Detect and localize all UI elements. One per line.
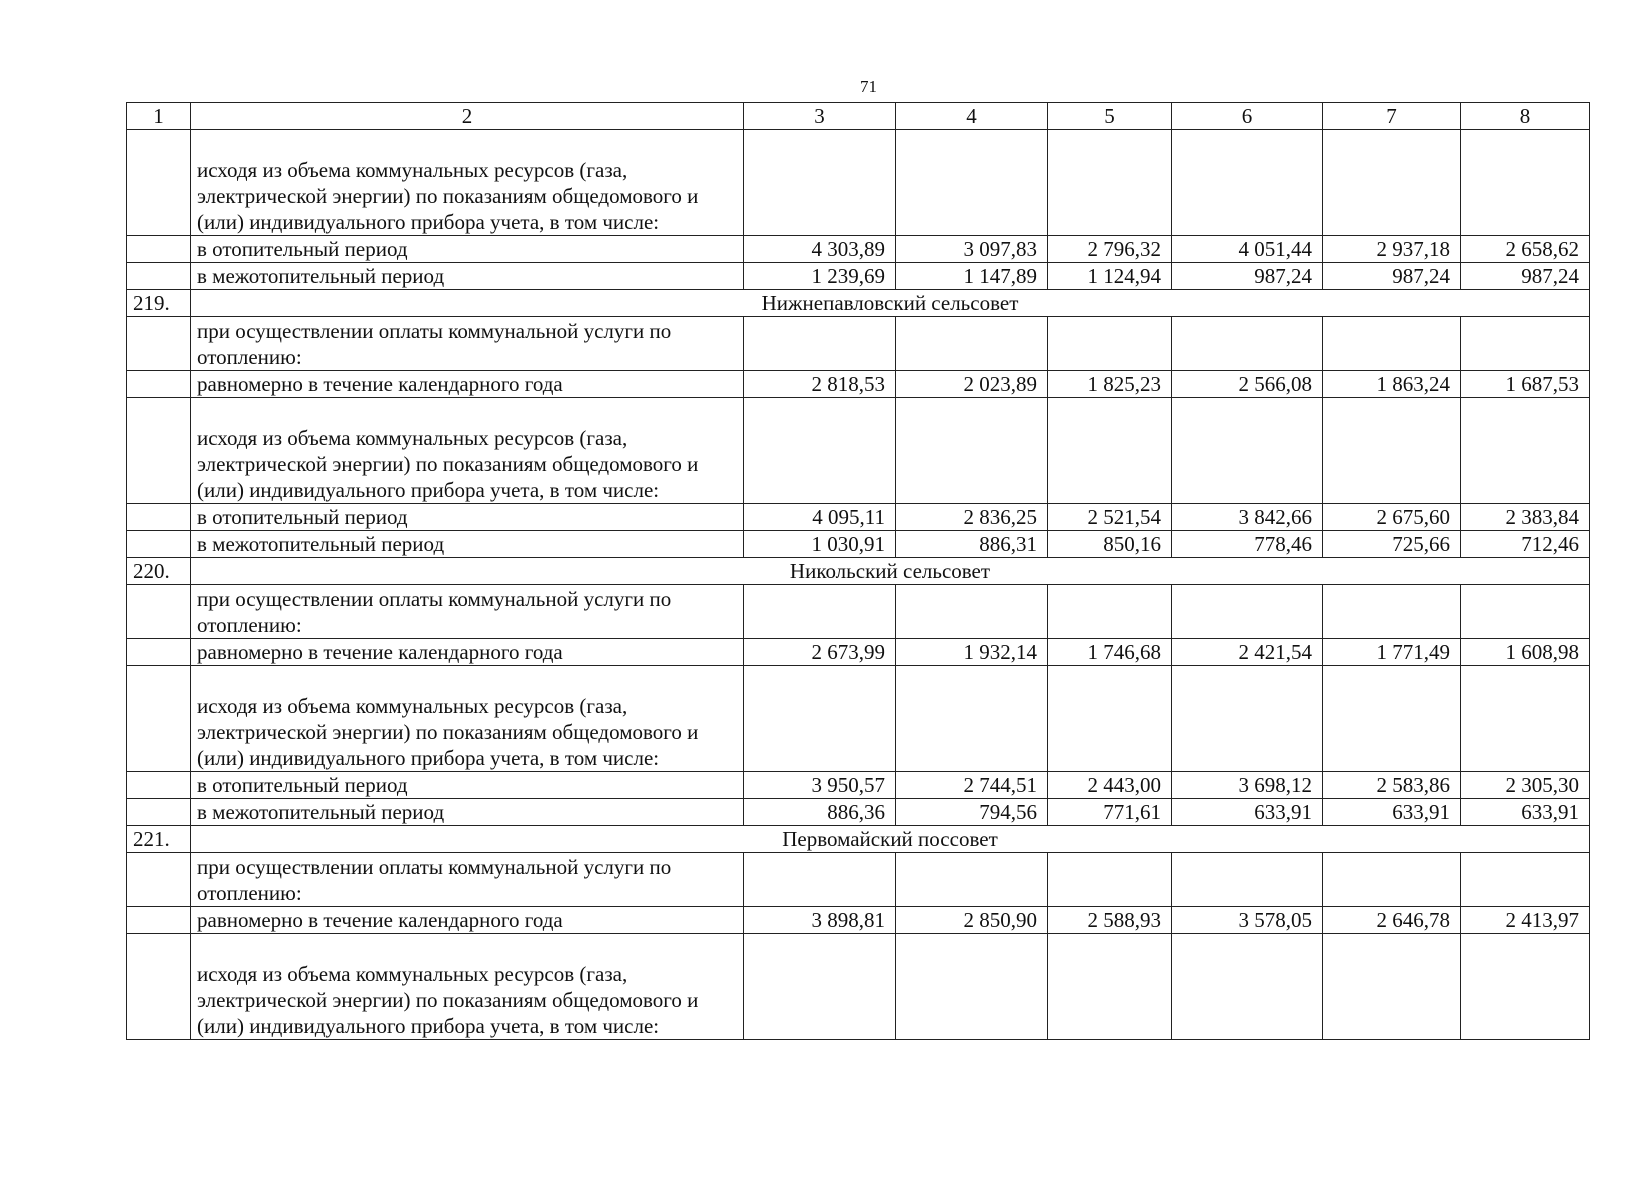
header-cell: 3: [744, 103, 896, 130]
row-number: [127, 398, 191, 504]
value-cell: 1 147,89: [896, 263, 1048, 290]
table-row: [127, 799, 1590, 826]
table-body: [127, 130, 1590, 1040]
section-name: Никольский сельсовет: [191, 558, 1590, 585]
value-cell: [1461, 398, 1590, 504]
row-label: в межотопительный период: [191, 799, 744, 826]
value-cell: [1172, 666, 1323, 772]
value-cell: [1461, 317, 1590, 371]
table-row: [127, 907, 1590, 934]
value-cell: 2 937,18: [1323, 236, 1461, 263]
table-row: [127, 317, 1590, 371]
value-cell: 850,16: [1048, 531, 1172, 558]
value-cell: 1 771,49: [1323, 639, 1461, 666]
value-cell: [1323, 585, 1461, 639]
value-cell: 4 303,89: [744, 236, 896, 263]
value-cell: [744, 585, 896, 639]
table-row: [127, 934, 1590, 1040]
value-cell: 3 578,05: [1172, 907, 1323, 934]
table-row: [127, 639, 1590, 666]
table-row: [127, 263, 1590, 290]
row-number: [127, 799, 191, 826]
row-label: равномерно в течение календарного года: [191, 371, 744, 398]
value-cell: 2 796,32: [1048, 236, 1172, 263]
value-cell: [896, 317, 1048, 371]
row-number: [127, 263, 191, 290]
value-cell: [896, 934, 1048, 1040]
section-name: Первомайский поссовет: [191, 826, 1590, 853]
table-row: [127, 130, 1590, 236]
value-cell: 2 850,90: [896, 907, 1048, 934]
row-label: в межотопительный период: [191, 263, 744, 290]
row-label: исходя из объема коммунальных ресурсов (газа, электрической энергии) по показаниям общедомового и (или) индивидуального прибора учета, в том числе:: [191, 934, 744, 1040]
value-cell: 4 051,44: [1172, 236, 1323, 263]
tariff-table: [126, 102, 1590, 1040]
value-cell: [1323, 130, 1461, 236]
value-cell: 1 863,24: [1323, 371, 1461, 398]
row-label: в межотопительный период: [191, 531, 744, 558]
value-cell: 2 566,08: [1172, 371, 1323, 398]
value-cell: 1 124,94: [1048, 263, 1172, 290]
value-cell: 712,46: [1461, 531, 1590, 558]
value-cell: [744, 317, 896, 371]
header-cell: 6: [1172, 103, 1323, 130]
value-cell: [1461, 666, 1590, 772]
row-label: исходя из объема коммунальных ресурсов (газа, электрической энергии) по показаниям общедомового и (или) индивидуального прибора учета, в том числе:: [191, 130, 744, 236]
row-number: [127, 371, 191, 398]
page-number: 71: [860, 77, 877, 96]
section-name: Нижнепавловский сельсовет: [191, 290, 1590, 317]
section-number: 219.: [127, 290, 191, 317]
section-number: 221.: [127, 826, 191, 853]
value-cell: [1323, 317, 1461, 371]
value-cell: 2 583,86: [1323, 772, 1461, 799]
header-cell: 4: [896, 103, 1048, 130]
value-cell: 2 383,84: [1461, 504, 1590, 531]
value-cell: 987,24: [1461, 263, 1590, 290]
row-label: в отопительный период: [191, 236, 744, 263]
table-row: [127, 853, 1590, 907]
value-cell: 633,91: [1323, 799, 1461, 826]
table-row: [127, 398, 1590, 504]
row-number: [127, 317, 191, 371]
row-number: [127, 772, 191, 799]
value-cell: 3 842,66: [1172, 504, 1323, 531]
value-cell: 778,46: [1172, 531, 1323, 558]
row-number: [127, 934, 191, 1040]
value-cell: [1048, 934, 1172, 1040]
value-cell: 2 818,53: [744, 371, 896, 398]
value-cell: 2 023,89: [896, 371, 1048, 398]
value-cell: 2 443,00: [1048, 772, 1172, 799]
row-number: [127, 130, 191, 236]
header-cell: 8: [1461, 103, 1590, 130]
value-cell: [1461, 853, 1590, 907]
value-cell: 1 030,91: [744, 531, 896, 558]
row-label: равномерно в течение календарного года: [191, 907, 744, 934]
value-cell: 2 588,93: [1048, 907, 1172, 934]
value-cell: 886,36: [744, 799, 896, 826]
value-cell: 3 097,83: [896, 236, 1048, 263]
value-cell: 1 932,14: [896, 639, 1048, 666]
row-number: [127, 639, 191, 666]
value-cell: 1 825,23: [1048, 371, 1172, 398]
value-cell: [744, 934, 896, 1040]
value-cell: [1048, 317, 1172, 371]
value-cell: 794,56: [896, 799, 1048, 826]
value-cell: [1172, 130, 1323, 236]
row-number: [127, 853, 191, 907]
value-cell: [1048, 853, 1172, 907]
value-cell: [1048, 666, 1172, 772]
value-cell: [1048, 585, 1172, 639]
value-cell: [1048, 130, 1172, 236]
section-row: [127, 290, 1590, 317]
section-row: [127, 558, 1590, 585]
value-cell: 2 413,97: [1461, 907, 1590, 934]
value-cell: [1172, 853, 1323, 907]
row-label: при осуществлении оплаты коммунальной услуги по отоплению:: [191, 853, 744, 907]
value-cell: 3 898,81: [744, 907, 896, 934]
value-cell: 987,24: [1172, 263, 1323, 290]
value-cell: 4 095,11: [744, 504, 896, 531]
value-cell: [896, 130, 1048, 236]
row-label: в отопительный период: [191, 772, 744, 799]
table-row: [127, 504, 1590, 531]
value-cell: [1172, 934, 1323, 1040]
table-row: [127, 236, 1590, 263]
value-cell: [744, 130, 896, 236]
table-row: [127, 531, 1590, 558]
value-cell: [1323, 666, 1461, 772]
header-cell: 2: [191, 103, 744, 130]
table-row: [127, 772, 1590, 799]
value-cell: 1 239,69: [744, 263, 896, 290]
row-label: при осуществлении оплаты коммунальной услуги по отоплению:: [191, 317, 744, 371]
value-cell: 886,31: [896, 531, 1048, 558]
header-row: [127, 103, 1590, 130]
row-label: в отопительный период: [191, 504, 744, 531]
value-cell: 725,66: [1323, 531, 1461, 558]
value-cell: [1461, 934, 1590, 1040]
value-cell: [896, 398, 1048, 504]
table-row: [127, 585, 1590, 639]
value-cell: 1 746,68: [1048, 639, 1172, 666]
value-cell: [1172, 317, 1323, 371]
value-cell: 2 673,99: [744, 639, 896, 666]
row-number: [127, 504, 191, 531]
value-cell: 2 646,78: [1323, 907, 1461, 934]
value-cell: 2 521,54: [1048, 504, 1172, 531]
value-cell: 633,91: [1172, 799, 1323, 826]
row-number: [127, 907, 191, 934]
value-cell: [1048, 398, 1172, 504]
header-cell: 5: [1048, 103, 1172, 130]
value-cell: 633,91: [1461, 799, 1590, 826]
row-label: при осуществлении оплаты коммунальной услуги по отоплению:: [191, 585, 744, 639]
value-cell: 2 836,25: [896, 504, 1048, 531]
value-cell: [1323, 934, 1461, 1040]
value-cell: [1172, 398, 1323, 504]
value-cell: [1323, 398, 1461, 504]
value-cell: [1461, 130, 1590, 236]
value-cell: [896, 585, 1048, 639]
row-number: [127, 236, 191, 263]
table-row: [127, 666, 1590, 772]
value-cell: 1 608,98: [1461, 639, 1590, 666]
value-cell: [896, 666, 1048, 772]
value-cell: 1 687,53: [1461, 371, 1590, 398]
value-cell: [1323, 853, 1461, 907]
value-cell: 3 950,57: [744, 772, 896, 799]
row-label: исходя из объема коммунальных ресурсов (газа, электрической энергии) по показаниям общедомового и (или) индивидуального прибора учета, в том числе:: [191, 398, 744, 504]
row-label: равномерно в течение календарного года: [191, 639, 744, 666]
section-number: 220.: [127, 558, 191, 585]
header-cell: 1: [127, 103, 191, 130]
value-cell: 987,24: [1323, 263, 1461, 290]
value-cell: [744, 398, 896, 504]
section-row: [127, 826, 1590, 853]
row-number: [127, 531, 191, 558]
value-cell: 2 744,51: [896, 772, 1048, 799]
header-cell: 7: [1323, 103, 1461, 130]
value-cell: [744, 666, 896, 772]
value-cell: 2 675,60: [1323, 504, 1461, 531]
row-number: [127, 585, 191, 639]
value-cell: [1461, 585, 1590, 639]
value-cell: [1172, 585, 1323, 639]
value-cell: 771,61: [1048, 799, 1172, 826]
row-number: [127, 666, 191, 772]
value-cell: 2 305,30: [1461, 772, 1590, 799]
table-row: [127, 371, 1590, 398]
value-cell: 3 698,12: [1172, 772, 1323, 799]
value-cell: [744, 853, 896, 907]
value-cell: [896, 853, 1048, 907]
row-label: исходя из объема коммунальных ресурсов (газа, электрической энергии) по показаниям общедомового и (или) индивидуального прибора учета, в том числе:: [191, 666, 744, 772]
value-cell: 2 421,54: [1172, 639, 1323, 666]
value-cell: 2 658,62: [1461, 236, 1590, 263]
